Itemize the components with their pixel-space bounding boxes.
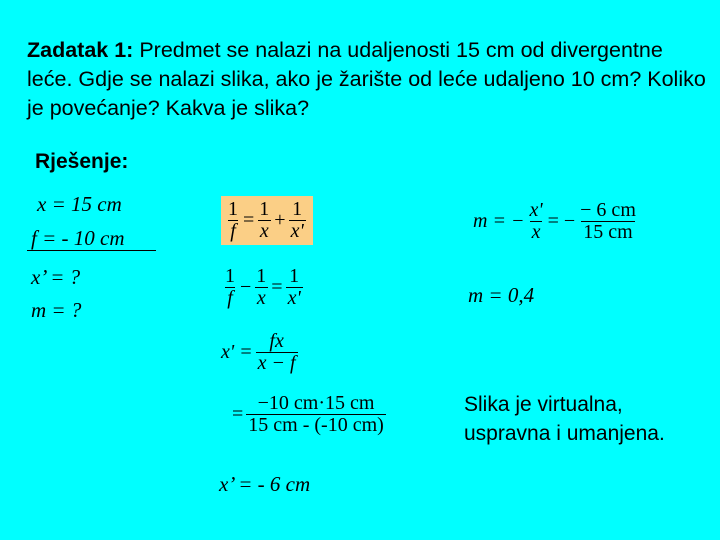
minus-sign: − (240, 276, 252, 298)
denominator: x' (287, 287, 301, 309)
equals-sign: = (243, 209, 255, 231)
result-image-distance-text: x’ = - 6 cm (219, 472, 311, 496)
task-text: Predmet se nalazi na udaljenosti 15 cm od divergentne leće. Gdje se nalazi slika, ako je žarište od leće udaljeno 10 cm? Koliko je povećanje? Kakva je slika? (27, 38, 706, 120)
lens-formula-rearranged (222, 266, 304, 309)
denominator: x (259, 220, 269, 242)
equals-sign: = (232, 403, 244, 425)
given-f-text: f = - 10 cm (31, 226, 125, 250)
fraction-1-over-x (254, 266, 268, 309)
numerator: − 6 cm (580, 199, 636, 221)
conclusion-line-2: uspravna i umanjena. (464, 422, 665, 445)
unknown-x-prime (31, 265, 80, 290)
numerator: fx (269, 330, 284, 352)
problem-statement (27, 36, 707, 123)
task-label: Zadatak 1: (27, 38, 134, 62)
unknown-m-text: m = ? (31, 298, 82, 322)
fraction-x-prime-over-x (527, 200, 544, 243)
numerator: −10 cm·15 cm (257, 392, 375, 414)
numerator: 1 (292, 198, 303, 220)
numerator: 1 (228, 198, 238, 220)
given-x-text: x = 15 cm (37, 192, 122, 216)
conclusion-line-1: Slika je virtualna, (464, 393, 623, 416)
substitution (230, 393, 387, 436)
plus-sign: + (274, 209, 286, 231)
fraction-1-over-x-prime (289, 199, 306, 242)
numerator: 1 (225, 265, 235, 287)
fraction-1-over-f (223, 266, 237, 309)
denominator: f (227, 287, 233, 309)
magnification-formula (471, 200, 639, 243)
unknown-m (31, 298, 81, 323)
given-x (37, 192, 122, 217)
solution-heading: Rješenje: (35, 150, 129, 173)
result-magnification (468, 283, 534, 308)
fraction-1-over-f (226, 199, 240, 242)
fraction-fx-over-x-minus-f (256, 331, 298, 374)
x-prime-lhs: x' = (221, 341, 253, 363)
result-image-distance (219, 472, 310, 497)
numerator: 1 (256, 265, 267, 287)
denominator: x' (290, 220, 304, 242)
numerator: x' (529, 199, 543, 221)
denominator: 15 cm (583, 221, 633, 243)
result-magnification-text: m = 0,4 (468, 283, 535, 307)
numerator: 1 (259, 198, 270, 220)
fraction-substituted (246, 393, 386, 436)
given-f (31, 226, 125, 251)
denominator: x (256, 287, 266, 309)
given-divider (27, 250, 156, 251)
conclusion (464, 390, 714, 448)
image-distance-formula (219, 331, 299, 374)
m-lhs: m = − (473, 210, 525, 232)
equals-minus: = − (547, 210, 576, 232)
lens-formula-highlighted (221, 196, 313, 245)
denominator: x (531, 221, 541, 243)
unknown-x-prime-text: x’ = ? (31, 265, 81, 289)
fraction-1-over-x (257, 199, 271, 242)
numerator: 1 (289, 265, 300, 287)
denominator: f (230, 220, 236, 242)
denominator: 15 cm - (-10 cm) (248, 414, 384, 436)
fraction-values (578, 200, 638, 243)
equals-sign: = (271, 276, 283, 298)
fraction-1-over-x-prime (286, 266, 303, 309)
denominator: x − f (257, 352, 296, 374)
